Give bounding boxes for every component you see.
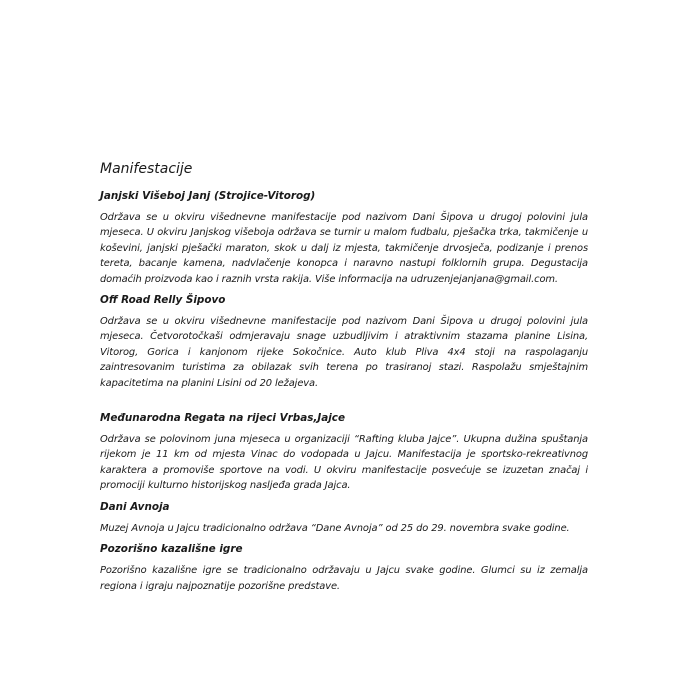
section-regata-vrbas [100, 411, 588, 494]
section-body: Muzej Avnoja u Jajcu tradicionalno održava “Dane Avnoja” od 25 do 29. novembra svake godine. [100, 522, 570, 534]
section-off-road-relly [100, 293, 588, 391]
section-body: Održava se u okviru višednevne manifestacije pod nazivom Dani Šipova u drugoj polovini jula mjeseca. U okviru Janjskog višeboja održava se turnir u malom fudbalu, pješačka trka, takmičenje u koševini, janjski pješački maraton, skok u dalj iz mjesta, takmičenje drvosječa, podizanje i prenos tereta, bacanje kamena, nadvlačenje konopca i naravno nastupi folklornih grupa. Degustacija domaćih proizvoda kao i raznih vrsta rakija. Više informacija na udruzenjejanjana@gmail.com. [100, 212, 588, 285]
section-janjski-viseboj [100, 189, 588, 287]
section-body: Održava se u okviru višednevne manifestacije pod nazivom Dani Šipova u drugoj polovini jula mjeseca. Četvorotočkaši odmjeravaju snage uzbudljivim i atraktivnim stazama planine Lisina, Vitorog, Gorica i kanjonom rijeke Sokočnice. Auto klub Pliva 4x4 stoji na raspolaganju zaintresovanim turistima za obilazak svih terena po trasiranoj stazi. Raspolažu smještajnim kapacitetima na planini Lisini od 20 ležajeva. [100, 316, 588, 389]
document-page [100, 160, 588, 600]
section-heading: Off Road Relly Šipovo [100, 294, 226, 307]
section-body: Pozorišno kazališne igre se tradicionalno održavaju u Jajcu svake godine. Glumci su iz zemalja regiona i igraju najpoznatije pozorišne predstave. [100, 565, 588, 592]
section-heading: Pozorišno kazališne igre [100, 543, 243, 556]
section-heading: Dani Avnoja [100, 500, 170, 513]
section-pozorisne-igre [100, 542, 588, 594]
section-dani-avnoja [100, 500, 588, 536]
section-heading: Janjski Višeboj Janj (Strojice-Vitorog) [100, 190, 316, 202]
section-body: Održava se polovinom juna mjeseca u organizaciji “Rafting kluba Jajce”. Ukupna dužina spuštanja rijekom je 11 km od mjesta Vinac do vodopada u Jajcu. Manifestacija je sportsko-rekreativnog karaktera a promoviše sportove na vodi. U okviru manifestacije posvećuje se izuzetan značaj i promociji kulturno historijskog nasljeđa grada Jajca. [100, 434, 588, 492]
section-spacer [100, 397, 588, 411]
page-title: Manifestacije [100, 161, 193, 177]
section-heading: Međunarodna Regata na rijeci Vrbas,Jajce [100, 412, 345, 425]
